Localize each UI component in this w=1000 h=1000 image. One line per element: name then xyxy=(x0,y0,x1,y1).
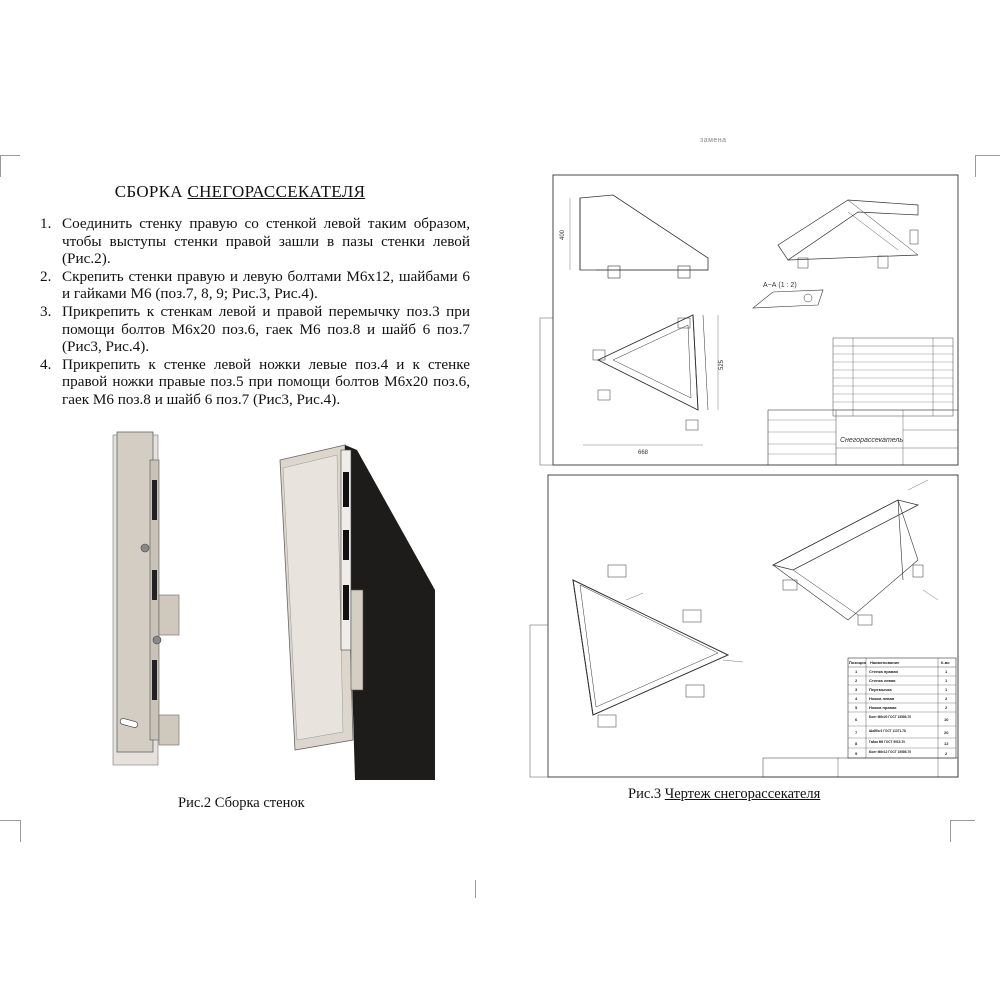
dim-width: 668 xyxy=(638,450,649,456)
step-item xyxy=(38,303,470,356)
crop-mark xyxy=(0,820,20,821)
table-cell: 9 xyxy=(855,751,858,756)
table-cell: 1 xyxy=(945,669,948,674)
crop-mark xyxy=(475,880,476,898)
header-mark: замена xyxy=(700,137,727,144)
table-cell: 6 xyxy=(855,717,858,722)
dim-side: 525 xyxy=(719,359,725,370)
table-cell: 1 xyxy=(945,687,948,692)
table-header: Наименование xyxy=(870,660,900,665)
title-underlined: СНЕГОРАССЕКАТЕЛЯ xyxy=(187,182,366,201)
caption-prefix: Рис.3 xyxy=(628,786,665,802)
table-cell: 2 xyxy=(945,705,948,710)
page-title xyxy=(0,182,480,202)
figure-2-wall-assembly xyxy=(105,420,435,780)
crop-mark xyxy=(975,155,1000,156)
table-cell: 12 xyxy=(944,741,949,746)
step-item xyxy=(38,356,470,409)
step-text: Скрепить стенки правую и левую болтами М6х12, шайбами 6 и гайками М6 (поз.7, 8, 9; Рис.3, Рис.4). xyxy=(62,267,470,303)
wall-photo-right xyxy=(280,445,435,780)
drawing-sheet-bottom xyxy=(530,475,958,777)
figure-3-drawing xyxy=(518,170,963,780)
figure-3-caption xyxy=(628,786,820,803)
assembly-steps xyxy=(38,215,470,409)
table-cell: 4 xyxy=(855,696,858,701)
table-cell: 1 xyxy=(855,669,858,674)
table-cell: 2 xyxy=(945,751,948,756)
step-text: Прикрепить к стенке левой ножки левые поз.4 и к стенке правой ножки правые поз.5 при помощи болтов М6х20 поз.6, гаек М6 поз.8 и шайб 6 поз.7 (Рис3, Рис.4). xyxy=(62,355,470,408)
wall-photo-left xyxy=(113,432,179,765)
crop-mark xyxy=(975,155,976,177)
table-cell: 3 xyxy=(855,687,858,692)
crop-mark xyxy=(950,820,951,842)
step-item xyxy=(38,268,470,303)
caption-underlined: Чертеж снегорассекателя xyxy=(664,786,821,802)
table-cell: 2 xyxy=(855,678,858,683)
step-number: 2. xyxy=(40,267,52,285)
table-cell: 10 xyxy=(944,717,949,722)
table-header: Позиция xyxy=(849,660,866,665)
title-prefix: СБОРКА xyxy=(114,182,188,201)
step-text: Соединить стенку правую со стенкой левой таким образом, чтобы выступы стенки правой зашли в пазы стенки левой (Рис.2). xyxy=(62,215,470,268)
table-header: К-во xyxy=(941,660,950,665)
crop-mark xyxy=(20,820,21,842)
table-cell: Болт М6х20 ГОСТ 15589-70 xyxy=(869,715,912,719)
table-cell: 7 xyxy=(855,730,858,735)
step-text: Прикрепить к стенкам левой и правой перемычку поз.3 при помощи болтов М6х20 поз.6, гаек М6 поз.8 и шайб 6 поз.7 (Рис3, Рис.4). xyxy=(62,302,470,356)
table-cell: Шайба 6 ГОСТ 11371-78 xyxy=(869,729,906,733)
step-number: 4. xyxy=(40,355,52,373)
step-number: 1. xyxy=(40,215,52,232)
table-cell: 2 xyxy=(945,696,948,701)
table-cell: Стенка правая xyxy=(869,669,898,674)
table-cell: Ножка правая xyxy=(869,705,897,710)
crop-mark xyxy=(0,155,20,156)
step-item xyxy=(38,215,470,268)
table-cell: 1 xyxy=(945,678,948,683)
table-cell: Ножка левая xyxy=(869,696,895,701)
table-cell: Стенка левая xyxy=(869,678,896,683)
table-cell: Перемычка xyxy=(869,687,892,692)
section-label: А−А (1 : 2) xyxy=(763,282,797,289)
crop-mark xyxy=(950,820,975,821)
table-cell: 20 xyxy=(944,730,949,735)
figure-2-caption: Рис.2 Сборка стенок xyxy=(178,795,305,811)
table-cell: Болт М6х12 ГОСТ 15589-70 xyxy=(869,750,912,754)
table-cell: Гайка М6 ГОСТ 5915-70 xyxy=(869,740,906,744)
dim-height: 400 xyxy=(560,229,566,240)
table-cell: 5 xyxy=(855,705,858,710)
title-block-name: Снегорассекатель xyxy=(840,437,904,444)
drawing-sheet-top xyxy=(540,175,958,465)
step-number: 3. xyxy=(40,302,52,320)
crop-mark xyxy=(0,155,1,177)
table-cell: 8 xyxy=(855,741,858,746)
